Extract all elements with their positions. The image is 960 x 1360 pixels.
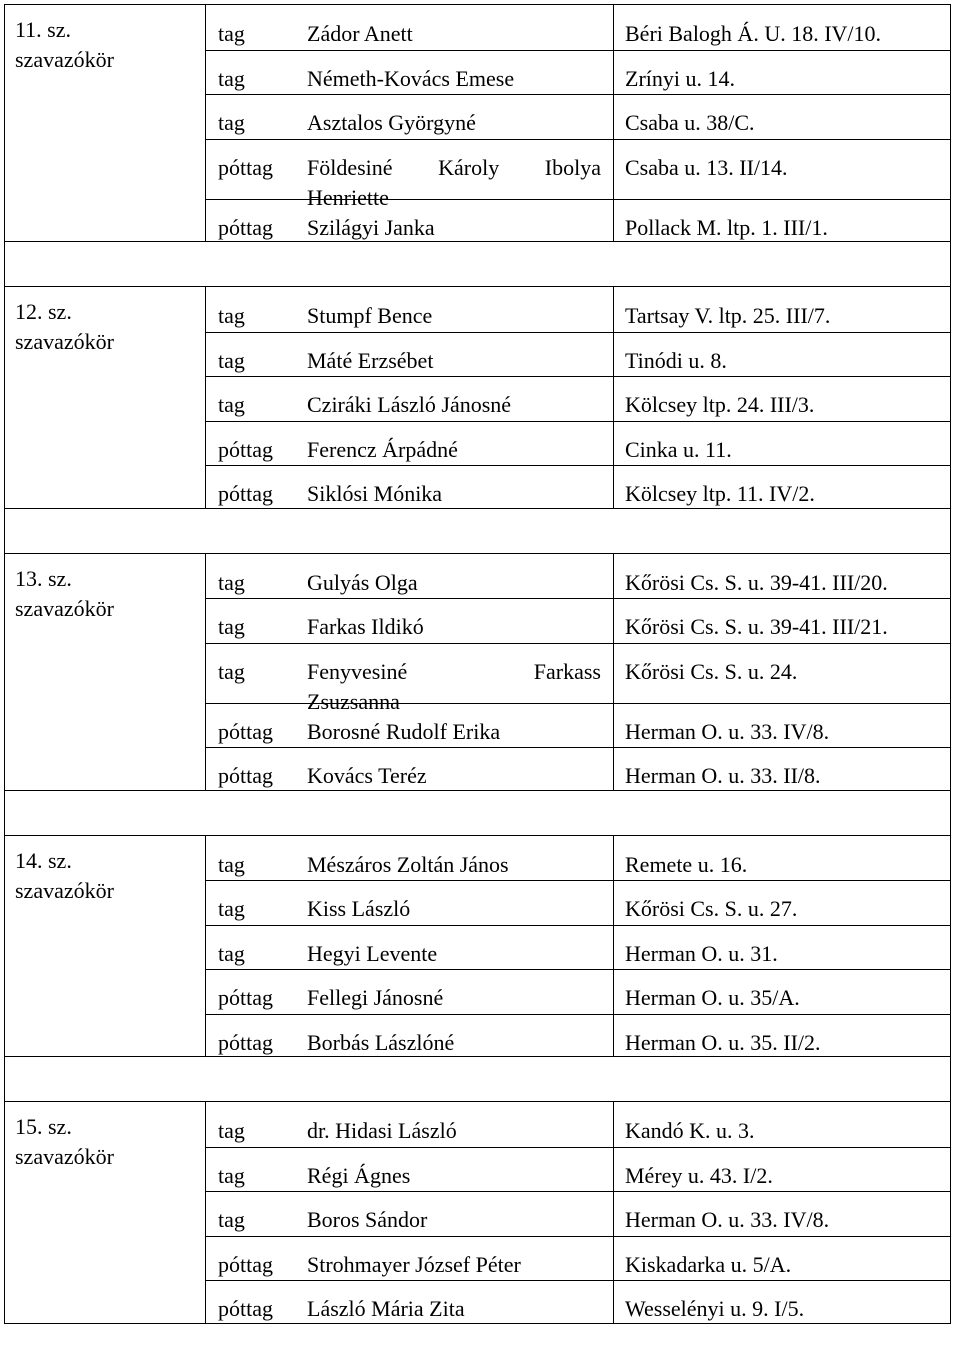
member-role: póttag [218, 763, 273, 788]
member-address: Kőrösi Cs. S. u. 27. [625, 896, 798, 921]
member-address: Remete u. 16. [625, 851, 748, 877]
member-address: Herman O. u. 35. II/2. [625, 1029, 821, 1055]
member-name-line: Henriette [307, 184, 389, 210]
member-role: tag [218, 21, 245, 46]
column-divider [205, 836, 206, 1057]
member-name-line: Szilágyi Janka [307, 214, 435, 240]
member-address: Kölcsey ltp. 24. III/3. [625, 392, 815, 417]
row-divider [206, 880, 951, 881]
column-divider [205, 554, 206, 790]
row-divider [206, 199, 951, 200]
member-name-line: dr. Hidasi László [307, 1118, 457, 1143]
district-label [15, 564, 114, 624]
member-name-line: Németh-Kovács Emese [307, 65, 515, 91]
member-name-line: Régi Ágnes [307, 1162, 411, 1188]
member-address: Tinódi u. 8. [625, 347, 727, 373]
row-divider [206, 1236, 951, 1237]
member-address: Mérey u. 43. I/2. [625, 1162, 773, 1188]
member-address: Csaba u. 38/C. [625, 110, 755, 135]
member-role: tag [218, 1207, 245, 1232]
member-address: Béri Balogh Á. U. 18. IV/10. [625, 21, 882, 46]
member-name-line: Borosné Rudolf Erika [307, 718, 501, 744]
column-divider [613, 554, 614, 790]
member-address: Tartsay V. ltp. 25. III/7. [625, 303, 831, 328]
member-name-line: Máté Erzsébet [307, 347, 434, 373]
member-name-line: Fenyvesiné Farkass [307, 658, 601, 684]
district-label-line: szavazókör [15, 595, 114, 621]
row-divider [206, 50, 951, 51]
member-name [307, 983, 601, 1013]
member-role: tag [218, 1118, 245, 1143]
member-role: tag [218, 347, 245, 373]
member-role: tag [218, 896, 245, 921]
member-name [307, 213, 601, 243]
member-role: tag [218, 303, 245, 328]
member-name-line: Strohmayer József Péter [307, 1251, 521, 1277]
district-label-line: szavazókör [15, 329, 114, 354]
district-label-line: 13. sz. [15, 565, 72, 591]
member-name [307, 717, 601, 747]
row-divider [206, 421, 951, 422]
member-name [307, 479, 601, 509]
member-address: Kiskadarka u. 5/A. [625, 1251, 792, 1277]
district-label-line: 14. sz. [15, 847, 72, 873]
row-divider [206, 747, 951, 748]
column-divider [613, 1102, 614, 1323]
member-name-line: Kovács Teréz [307, 763, 427, 788]
member-name [307, 390, 601, 420]
member-role: póttag [218, 436, 273, 462]
member-name [307, 1250, 601, 1280]
row-divider [206, 465, 951, 466]
row-divider [206, 1280, 951, 1281]
member-role: tag [218, 658, 245, 684]
member-address: Kölcsey ltp. 11. IV/2. [625, 481, 815, 506]
member-role: póttag [218, 1029, 273, 1055]
member-address: Zrínyi u. 14. [625, 65, 735, 91]
column-divider [205, 5, 206, 241]
member-name-line: Hegyi Levente [307, 940, 438, 966]
member-address: Herman O. u. 33. II/8. [625, 763, 821, 788]
member-name [307, 346, 601, 376]
member-name [307, 64, 601, 94]
member-role: tag [218, 940, 245, 966]
member-name [307, 568, 601, 598]
member-name [307, 301, 601, 331]
member-name [307, 108, 601, 138]
member-role: póttag [218, 481, 273, 506]
row-divider [206, 969, 951, 970]
row-divider [206, 376, 951, 377]
member-address: Kőrösi Cs. S. u. 24. [625, 658, 798, 684]
member-name-line: Cziráki László Jánosné [307, 392, 512, 417]
member-name [307, 894, 601, 924]
member-name [307, 1294, 601, 1324]
member-address: Herman O. u. 33. IV/8. [625, 1207, 830, 1232]
district-label-line: 15. sz. [15, 1114, 72, 1139]
member-name-line: Stumpf Bence [307, 303, 433, 328]
member-role: tag [218, 65, 245, 91]
member-role: tag [218, 1162, 245, 1188]
row-divider [206, 139, 951, 140]
row-divider [206, 1014, 951, 1015]
district-section [4, 286, 951, 509]
member-name [307, 612, 601, 642]
row-divider [206, 925, 951, 926]
district-section [4, 1101, 951, 1324]
member-name-line: Fellegi Jánosné [307, 985, 444, 1010]
member-name [307, 657, 601, 717]
column-divider [613, 5, 614, 241]
member-address: Cinka u. 11. [625, 436, 732, 462]
column-divider [205, 1102, 206, 1323]
member-name-line: Boros Sándor [307, 1207, 428, 1232]
member-role: póttag [218, 154, 273, 180]
district-label-line: szavazókör [15, 47, 114, 72]
district-label [15, 297, 114, 357]
row-divider [206, 703, 951, 704]
member-address: Herman O. u. 31. [625, 940, 778, 966]
district-label-line: 12. sz. [15, 299, 72, 324]
member-name-line: Siklósi Mónika [307, 481, 443, 506]
row-divider [206, 1147, 951, 1148]
member-name-line: Zsuzsanna [307, 688, 400, 714]
member-name [307, 761, 601, 791]
column-divider [205, 287, 206, 508]
member-name [307, 850, 601, 880]
district-label-line: szavazókör [15, 1144, 114, 1169]
member-role: tag [218, 614, 245, 639]
row-divider [206, 1191, 951, 1192]
section-spacer [4, 790, 951, 836]
district-section [4, 835, 951, 1058]
column-divider [613, 287, 614, 508]
member-name [307, 19, 601, 49]
member-name-line: Mészáros Zoltán János [307, 851, 509, 877]
member-address: Kőrösi Cs. S. u. 39-41. III/21. [625, 614, 888, 639]
member-name-line: Kiss László [307, 896, 411, 921]
district-label [15, 846, 114, 906]
member-name [307, 1116, 601, 1146]
column-divider [613, 836, 614, 1057]
member-address: Kandó K. u. 3. [625, 1118, 755, 1143]
district-label [15, 1112, 114, 1172]
district-label-line: 11. sz. [15, 17, 72, 42]
member-name [307, 939, 601, 969]
member-name [307, 1028, 601, 1058]
row-divider [206, 94, 951, 95]
member-role: tag [218, 110, 245, 135]
row-divider [206, 598, 951, 599]
member-name-line: Földesiné Károly Ibolya [307, 154, 601, 180]
member-name-line: Asztalos Györgyné [307, 110, 476, 135]
district-label-line: szavazókör [15, 877, 114, 903]
member-address: Herman O. u. 33. IV/8. [625, 718, 830, 744]
member-name [307, 435, 601, 465]
member-name-line: Borbás Lászlóné [307, 1029, 455, 1055]
member-name-line: László Mária Zita [307, 1296, 465, 1321]
member-name [307, 1161, 601, 1191]
member-address: Kőrösi Cs. S. u. 39-41. III/20. [625, 569, 888, 595]
member-role: póttag [218, 214, 273, 240]
district-section [4, 553, 951, 791]
member-address: Wesselényi u. 9. I/5. [625, 1296, 805, 1321]
member-name-line: Zádor Anett [307, 21, 413, 46]
row-divider [206, 332, 951, 333]
member-name [307, 1205, 601, 1235]
section-spacer [4, 241, 951, 287]
member-name-line: Gulyás Olga [307, 569, 418, 595]
section-spacer [4, 1056, 951, 1102]
district-section [4, 4, 951, 242]
member-role: póttag [218, 1251, 273, 1277]
member-address: Herman O. u. 35/A. [625, 985, 800, 1010]
member-name-line: Ferencz Árpádné [307, 436, 458, 462]
member-address: Pollack M. ltp. 1. III/1. [625, 214, 828, 240]
member-role: póttag [218, 1296, 273, 1321]
member-role: tag [218, 392, 245, 417]
member-role: póttag [218, 718, 273, 744]
member-role: tag [218, 569, 245, 595]
member-address: Csaba u. 13. II/14. [625, 154, 788, 180]
member-name [307, 153, 601, 213]
section-spacer [4, 508, 951, 554]
member-role: tag [218, 851, 245, 877]
member-name-line: Farkas Ildikó [307, 614, 424, 639]
member-role: póttag [218, 985, 273, 1010]
row-divider [206, 643, 951, 644]
district-label [15, 15, 114, 75]
